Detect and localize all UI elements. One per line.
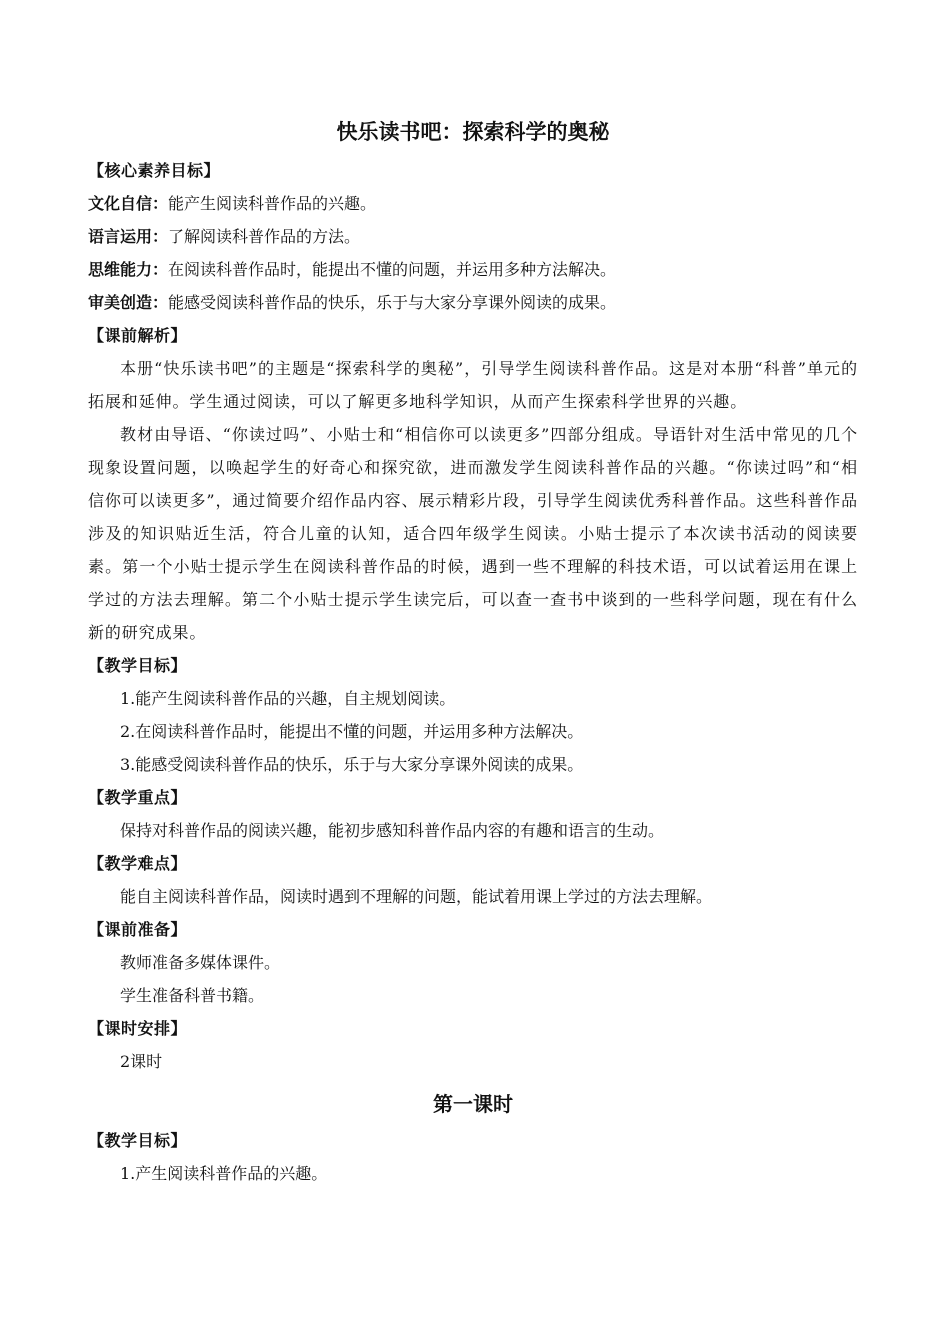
teaching-goals-heading: 【教学目标】 xyxy=(88,656,188,675)
analysis-paragraph: 教材由导语、“你读过吗”、小贴士和“相信你可以读更多”四部分组成。导语针对生活中常见的几个现象设置问题，以唤起学生的好奇心和探究欲，进而激发学生阅读科普作品的兴趣。“你读过吗”和“相信你可以读更多”，通过简要介绍作品内容、展示精彩片段，引导学生阅读优秀科普作品。这些科普作品涉及的知识贴近生活，符合儿童的认知，适合四年级学生阅读。小贴士提示了本次读书活动的阅读要素。第一个小贴士提示学生在阅读科普作品的时候，遇到一些不理解的科技术语，可以试着运用在课上学过的方法去理解。第二个小贴士提示学生读完后，可以查一查书中谈到的一些科学问题，现在有什么新的研究成果。 xyxy=(88,425,858,642)
preparation-item: 教师准备多媒体课件。 xyxy=(120,953,281,972)
difficulties-text: 能自主阅读科普作品，阅读时遇到不理解的问题，能试着用课上学过的方法去理解。 xyxy=(120,887,713,906)
teaching-goal-item: 1.能产生阅读科普作品的兴趣，自主规划阅读。 xyxy=(120,689,456,708)
core-goal-text: 能感受阅读科普作品的快乐，乐于与大家分享课外阅读的成果。 xyxy=(168,293,617,312)
analysis-paragraph: 本册“快乐读书吧”的主题是“探索科学的奥秘”，引导学生阅读科普作品。这是对本册“科普”单元的拓展和延伸。学生通过阅读，可以了解更多地科学知识，从而产生探索科学世界的兴趣。 xyxy=(88,359,858,411)
schedule-heading: 【课时安排】 xyxy=(88,1019,188,1038)
document-page xyxy=(88,112,858,1190)
core-goal-label: 语言运用： xyxy=(88,227,169,246)
core-goal-item xyxy=(88,187,858,220)
difficulties-heading: 【教学难点】 xyxy=(88,854,188,873)
teaching-goal-item: 2.在阅读科普作品时，能提出不懂的问题，并运用多种方法解决。 xyxy=(120,722,584,741)
core-goal-item xyxy=(88,220,858,253)
core-goal-item xyxy=(88,286,858,319)
preparation-heading: 【课前准备】 xyxy=(88,920,188,939)
lesson-one-goal-item: 1.产生阅读科普作品的兴趣。 xyxy=(120,1164,328,1183)
teaching-goal-item: 3.能感受阅读科普作品的快乐，乐于与大家分享课外阅读的成果。 xyxy=(120,755,584,774)
analysis-heading: 【课前解析】 xyxy=(88,326,188,345)
core-goal-text: 了解阅读科普作品的方法。 xyxy=(168,227,361,246)
key-points-text: 保持对科普作品的阅读兴趣，能初步感知科普作品内容的有趣和语言的生动。 xyxy=(120,821,665,840)
core-goal-label: 审美创造： xyxy=(88,293,169,312)
core-goal-label: 文化自信： xyxy=(88,194,169,213)
core-goal-label: 思维能力： xyxy=(88,260,169,279)
lesson-one-goals-heading: 【教学目标】 xyxy=(88,1131,188,1150)
key-points-heading: 【教学重点】 xyxy=(88,788,188,807)
document-title: 快乐读书吧：探索科学的奥秘 xyxy=(336,120,610,144)
lesson-one-title: 第一课时 xyxy=(433,1092,513,1116)
schedule-text: 2课时 xyxy=(120,1052,163,1071)
core-goal-text: 能产生阅读科普作品的兴趣。 xyxy=(168,194,377,213)
core-goal-item xyxy=(88,253,858,286)
preparation-item: 学生准备科普书籍。 xyxy=(120,986,265,1005)
core-goals-heading: 【核心素养目标】 xyxy=(88,161,221,180)
core-goal-text: 在阅读科普作品时，能提出不懂的问题，并运用多种方法解决。 xyxy=(168,260,617,279)
